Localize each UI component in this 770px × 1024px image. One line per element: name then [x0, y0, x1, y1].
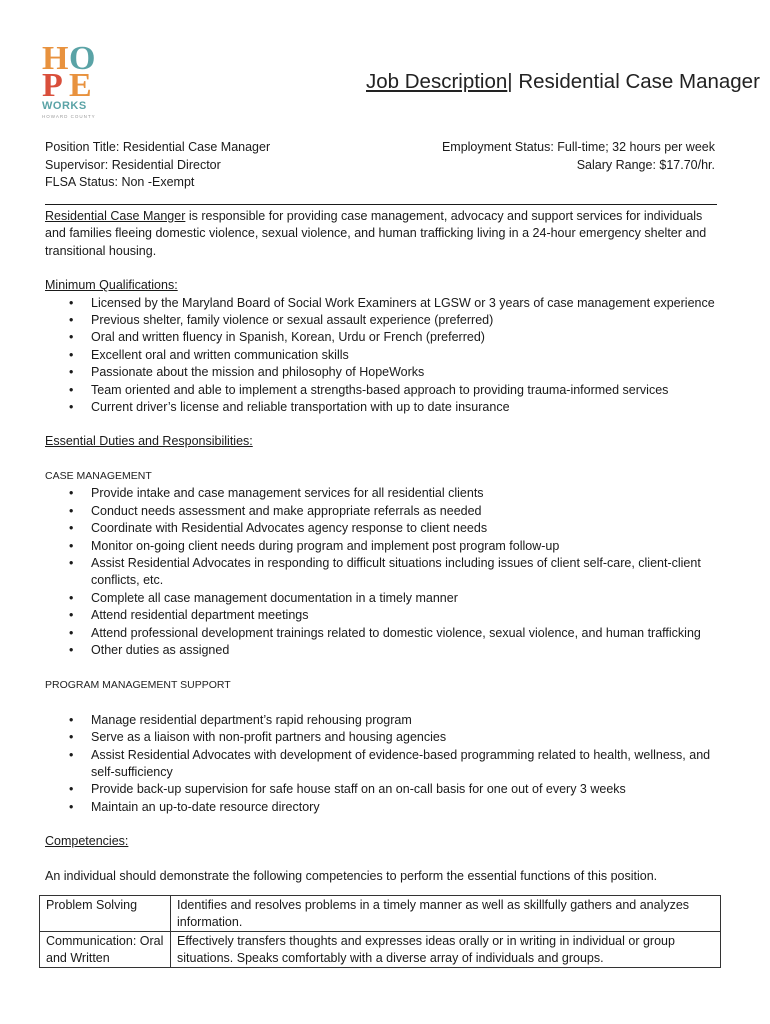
competency-description: Identifies and resolves problems in a timely manner as well as skillfully gathers and analyzes information.: [171, 896, 721, 932]
supervisor-value: Residential Director: [108, 157, 221, 172]
summary-paragraph: [45, 208, 725, 260]
hopeworks-logo: [42, 40, 100, 122]
salary-range: [442, 157, 715, 175]
logo-letter-p: P: [42, 67, 63, 104]
competencies-heading: Competencies:: [45, 834, 129, 849]
summary-text: is responsible for providing case management, advocacy and support services for individuals and families fleeing domestic violence, sexual violence, and human trafficking living in a 24-hour emergency shelter and transitional housing.: [45, 209, 707, 258]
list-item: • Monitor on-going client needs during program and implement post program follow-up: [91, 538, 725, 555]
table-row: [40, 896, 721, 932]
employment-value: Full-time; 32 hours per week: [553, 140, 715, 154]
program-management-list: [45, 712, 725, 816]
divider: [45, 204, 717, 205]
competency-name: Communication: Oral and Written: [40, 932, 171, 968]
program-management-heading: PROGRAM MANAGEMENT SUPPORT: [45, 679, 231, 692]
summary-lead: Residential Case Manger: [45, 209, 186, 223]
document-body: [45, 208, 725, 968]
qualifications-list: [45, 295, 725, 417]
list-item: • Licensed by the Maryland Board of Social Work Examiners at LGSW or 3 years of case management experience: [91, 295, 725, 312]
title-separator: |: [507, 70, 519, 93]
list-item: • Assist Residential Advocates in responding to difficult situations including issues of client self-care, client-client conflicts, etc.: [91, 555, 725, 590]
logo-works: WORKS: [42, 100, 87, 112]
list-item: • Attend professional development trainings related to domestic violence, sexual violence, and human trafficking: [91, 625, 725, 642]
title-main: Job Description: [366, 70, 508, 93]
page-title: [366, 70, 760, 94]
position-label: Position Title:: [45, 140, 120, 154]
case-management-list: [45, 485, 725, 659]
position-title: [45, 139, 270, 157]
flsa-value: Non -Exempt: [117, 175, 195, 189]
logo-letter-h: H: [42, 40, 69, 77]
list-item: • Coordinate with Residential Advocates agency response to client needs: [91, 520, 725, 537]
list-item: • Assist Residential Advocates with development of evidence-based programming related to health, wellness, and self-sufficiency: [91, 747, 725, 782]
list-item: • Attend residential department meetings: [91, 607, 725, 624]
employment-status: [442, 139, 715, 157]
list-item: • Team oriented and able to implement a strengths-based approach to providing trauma-informed services: [91, 382, 725, 399]
list-item: • Manage residential department’s rapid rehousing program: [91, 712, 725, 729]
list-item: • Serve as a liaison with non-profit partners and housing agencies: [91, 729, 725, 746]
logo-letter-o: O: [69, 40, 96, 77]
list-item: • Other duties as assigned: [91, 642, 725, 659]
list-item: • Provide back-up supervision for safe house staff on an on-call basis for one out of every 3 weeks: [91, 781, 725, 798]
list-item: • Current driver’s license and reliable transportation with up to date insurance: [91, 399, 725, 416]
competencies-intro: An individual should demonstrate the following competencies to perform the essential functions of this position.: [45, 868, 658, 883]
position-value: Residential Case Manager: [119, 140, 271, 154]
list-item: • Maintain an up-to-date resource directory: [91, 799, 725, 816]
employment-label: Employment Status:: [441, 140, 554, 154]
list-item: • Provide intake and case management services for all residential clients: [91, 485, 725, 502]
list-item: • Passionate about the mission and philosophy of HopeWorks: [91, 364, 725, 381]
logo-letter-e: E: [69, 67, 92, 104]
title-role: Residential Case Manager: [518, 70, 760, 93]
salary-value: $17.70/hr.: [655, 157, 715, 172]
competency-name: Problem Solving: [40, 896, 171, 932]
meta-right: [442, 139, 715, 174]
supervisor-label: Supervisor:: [45, 157, 109, 172]
list-item: • Oral and written fluency in Spanish, Korean, Urdu or French (preferred): [91, 329, 725, 346]
competencies-table: [39, 895, 721, 968]
list-item: • Previous shelter, family violence or sexual assault experience (preferred): [91, 312, 725, 329]
case-management-heading: CASE MANAGEMENT: [45, 469, 152, 482]
duties-heading: Essential Duties and Responsibilities:: [45, 434, 253, 449]
competency-description: Effectively transfers thoughts and expresses ideas orally or in writing in individual or group situations. Speaks comfortably with a diverse array of individuals and groups.: [171, 932, 721, 968]
list-item: • Excellent oral and written communication skills: [91, 347, 725, 364]
logo-county: HOWARD COUNTY: [42, 114, 96, 119]
list-item: • Complete all case management documentation in a timely manner: [91, 590, 725, 607]
table-row: [40, 932, 721, 968]
meta-left: [45, 139, 270, 192]
qualifications-heading: Minimum Qualifications:: [45, 278, 178, 293]
salary-label: Salary Range:: [576, 157, 656, 172]
flsa-label: FLSA Status:: [45, 175, 118, 189]
flsa-status: [45, 174, 270, 192]
supervisor: [45, 157, 270, 175]
list-item: • Conduct needs assessment and make appropriate referrals as needed: [91, 503, 725, 520]
